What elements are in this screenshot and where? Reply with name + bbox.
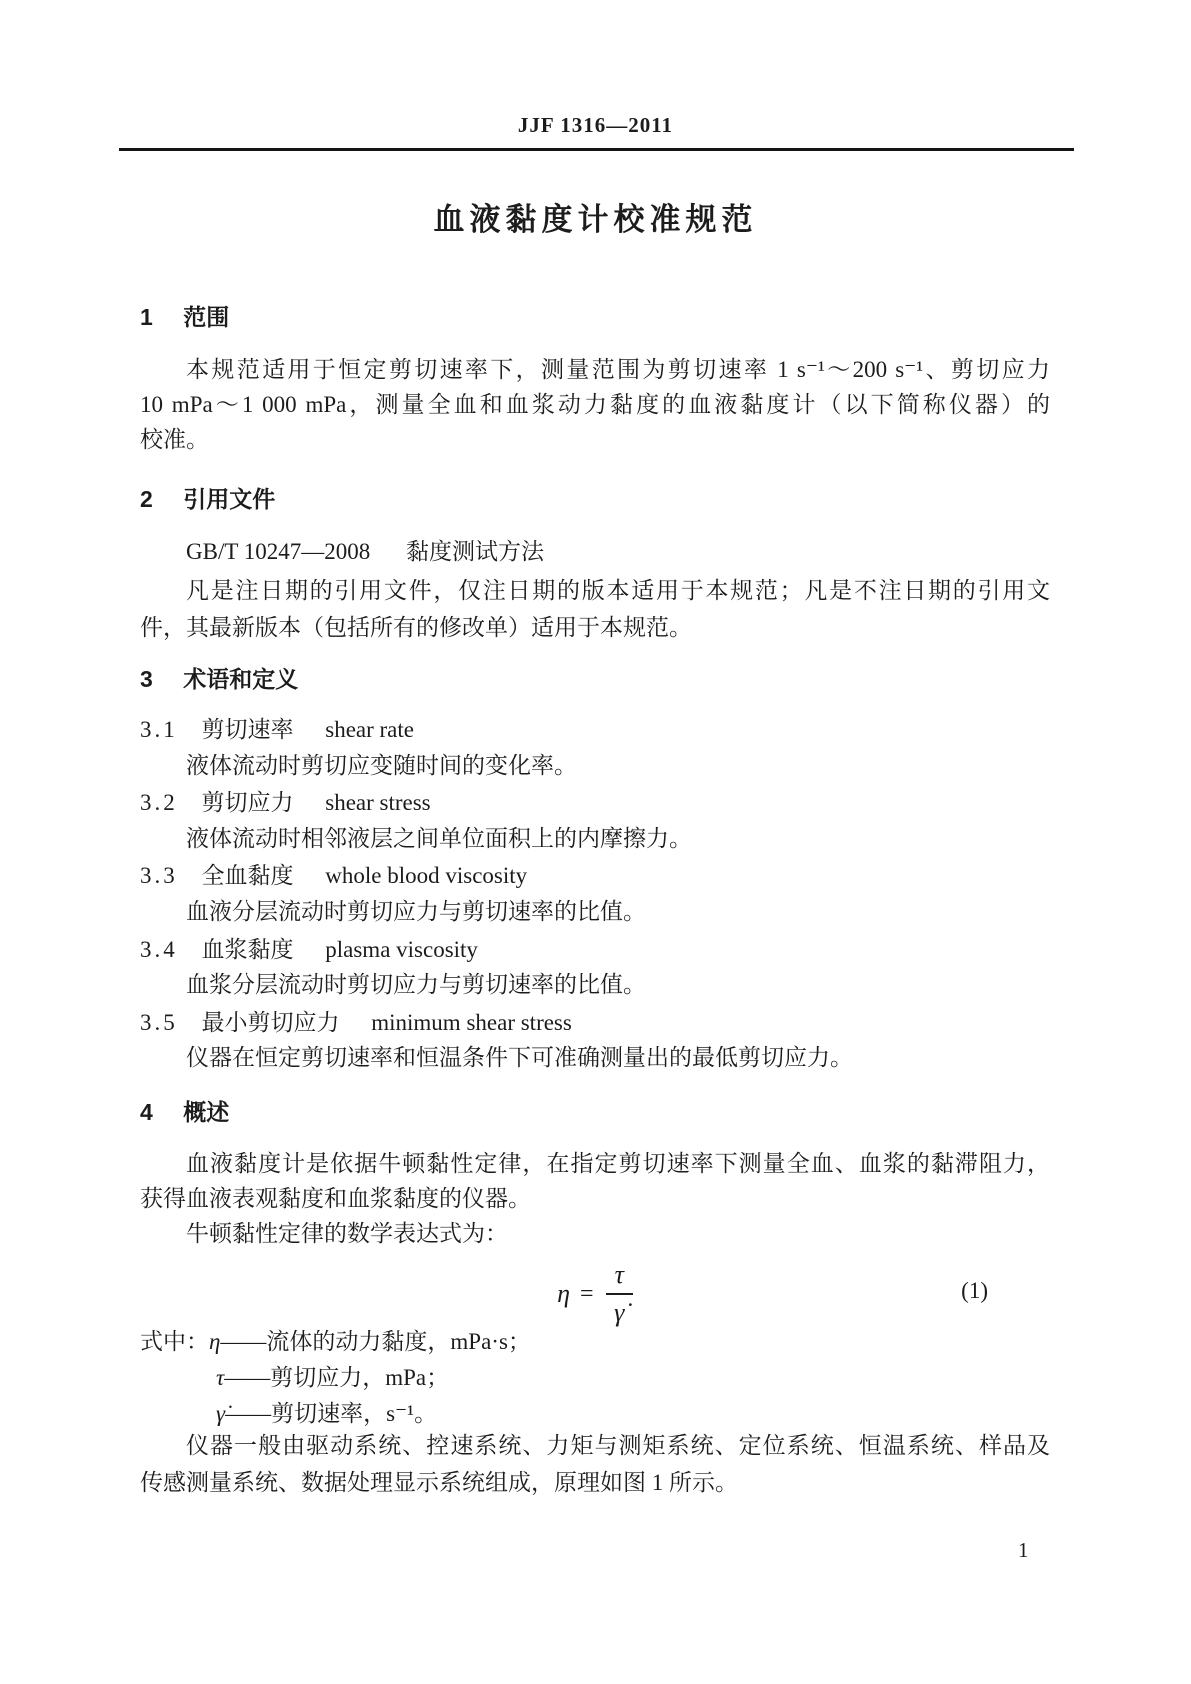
formula-intro-line: 牛顿黏性定律的数学表达式为： (186, 1221, 508, 1246)
fraction-denominator: γ̇ (614, 1298, 625, 1327)
where-dash: —— (220, 1329, 267, 1354)
formula-lhs: η (557, 1279, 571, 1308)
term-zh: 全血黏度 (201, 862, 294, 889)
where-dash: —— (224, 1365, 271, 1390)
section-number: 3 (140, 666, 153, 692)
paragraph-line: 校准。 (140, 427, 209, 452)
page-number: 1 (1018, 1538, 1029, 1562)
section-1-paragraph (140, 352, 1050, 457)
section-2-heading (140, 484, 1050, 514)
term-definition: 血液分层流动时剪切应力与剪切速率的比值。 (186, 898, 646, 924)
term-number: 3.3 (140, 863, 178, 889)
where-symbol: γ̇ (216, 1401, 226, 1426)
term-number: 3.5 (140, 1009, 178, 1035)
term-zh: 最小剪切应力 (201, 1008, 340, 1035)
section-4-paragraph-3 (140, 1427, 1050, 1501)
section-label: 概述 (183, 1099, 230, 1125)
fraction-numerator: τ (606, 1260, 633, 1295)
doc-code: JJF 1316—2011 (517, 113, 674, 137)
term-number: 3.1 (140, 717, 178, 742)
where-line (140, 1324, 1050, 1360)
term-number: 3.4 (140, 936, 178, 962)
term-en: whole blood viscosity (325, 863, 528, 889)
section-4-paragraph-1 (140, 1146, 1050, 1216)
where-symbol: τ (216, 1365, 225, 1390)
formula-number: (1) (961, 1278, 988, 1303)
term-number: 3.2 (140, 790, 178, 816)
paragraph-line: 件，其最新版本（包括所有的修改单）适用于本规范。 (140, 615, 692, 640)
paragraph-line: 仪器一般由驱动系统、控速系统、力矩与测矩系统、定位系统、恒温系统、样品及 (186, 1433, 1050, 1458)
section-label: 术语和定义 (183, 666, 299, 692)
equals-sign: = (580, 1280, 594, 1307)
term-en: minimum shear stress (371, 1009, 572, 1035)
term-en: plasma viscosity (325, 936, 478, 962)
section-number: 1 (140, 304, 153, 330)
term-zh: 剪切速率 (201, 716, 294, 742)
section-number: 2 (140, 486, 153, 512)
paragraph-line: 传感测量系统、数据处理显示系统组成，原理如图 1 所示。 (140, 1470, 738, 1495)
term-en: shear stress (325, 790, 431, 816)
term-definition: 液体流动时相邻液层之间单位面积上的内摩擦力。 (186, 825, 692, 851)
term-definition: 仪器在恒定剪切速率和恒温条件下可准确测量出的最低剪切应力。 (186, 1045, 853, 1071)
term-heading (140, 784, 1050, 821)
section-4-heading (140, 1097, 1050, 1127)
where-dash: —— (225, 1401, 272, 1426)
term-definition: 液体流动时剪切应变随时间的变化率。 (186, 752, 577, 778)
term-heading (140, 1004, 1050, 1041)
paragraph-line: 获得血液表观黏度和血浆黏度的仪器。 (140, 1186, 531, 1211)
term-en: shear rate (325, 717, 414, 742)
fraction (606, 1260, 633, 1328)
where-block (140, 1324, 1050, 1432)
term-zh: 剪切应力 (201, 789, 294, 816)
where-line (140, 1360, 1050, 1396)
where-desc: 剪切应力，mPa； (270, 1365, 450, 1390)
term-zh: 血浆黏度 (201, 935, 294, 962)
where-desc: 流体的动力黏度，mPa·s； (266, 1329, 531, 1354)
section-1-heading (140, 302, 1050, 332)
paragraph-line: 血液黏度计是依据牛顿黏性定律，在指定剪切速率下测量全血、血浆的黏滞阻力， (186, 1151, 1050, 1176)
paragraph-line: 凡是注日期的引用文件，仅注日期的版本适用于本规范；凡是不注日期的引用文 (186, 578, 1050, 603)
reference-line (140, 534, 1096, 570)
section-2-paragraph (140, 572, 1050, 646)
paragraph-line: 10 mPa～1 000 mPa，测量全血和血浆动力黏度的血液黏度计（以下简称仪器）的 (140, 392, 1050, 417)
term-heading (140, 857, 1050, 894)
paragraph-line: 本规范适用于恒定剪切速率下，测量范围为剪切速率 1 s⁻¹～200 s⁻¹、剪切应力 (186, 357, 1050, 382)
section-3-heading (140, 664, 1050, 694)
reference-title: 黏度测试方法 (405, 539, 544, 564)
section-number: 4 (140, 1099, 153, 1125)
term-definition: 血浆分层流动时剪切应力与剪切速率的比值。 (186, 972, 646, 998)
where-desc: 剪切速率，s⁻¹。 (271, 1401, 438, 1426)
where-prefix: 式中： (140, 1329, 209, 1354)
section-label: 范围 (183, 304, 230, 330)
header-rule (119, 148, 1074, 151)
document-title: 血液黏度计校准规范 (433, 202, 758, 237)
term-heading (140, 931, 1050, 968)
section-label: 引用文件 (183, 486, 276, 512)
reference-code: GB/T 10247—2008 (186, 539, 371, 564)
term-heading (140, 711, 1050, 748)
where-symbol: η (209, 1329, 221, 1354)
terms-list (140, 711, 1050, 1077)
